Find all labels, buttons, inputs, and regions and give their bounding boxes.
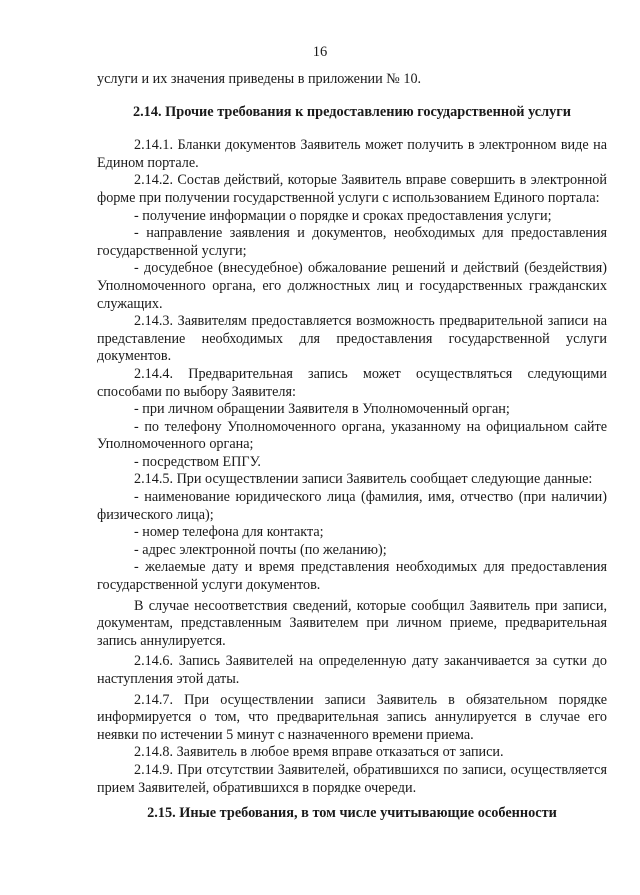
list-item: - желаемые дату и время представления необходимых для предоставления государственной услуги документов. [97,559,607,594]
paragraph: 2.14.2. Состав действий, которые Заявитель вправе совершить в электронной форме при получении государственной услуги с использованием Единого портала: [97,172,607,206]
list-item: - направление заявления и документов, необходимых для предоставления государственной услуги; [97,225,607,259]
paragraph: В случае несоответствия сведений, которые сообщил Заявитель при записи, документам, представленным Заявителем при личном приеме, предварительная запись аннулируется. [97,597,607,649]
list-item: - при личном обращении Заявителя в Уполномоченный орган; [134,401,510,418]
paragraph: 2.14.7. При осуществлении записи Заявитель в обязательном порядке информируется о том, что предварительная запись аннулируется в случае его неявки по истечении 5 минут с назначенного времени приема. [97,691,607,743]
section-heading: 2.15. Иные требования, в том числе учитывающие особенности [147,805,557,821]
list-item: - номер телефона для контакта; [134,524,324,541]
list-item: - адрес электронной почты (по желанию); [134,541,387,558]
paragraph: 2.14.6. Запись Заявителей на определенную дату заканчивается за сутки до наступления этой даты. [97,653,607,687]
section-heading: 2.14. Прочие требования к предоставлению государственной услуги [132,103,572,120]
list-item: - посредством ЕПГУ. [134,453,261,470]
paragraph: 2.14.1. Бланки документов Заявитель может получить в электронном виде на Едином портале. [97,137,607,171]
paragraph: 2.14.3. Заявителям предоставляется возможность предварительной записи на представление необходимых для предоставления государственной услуги документов. [97,313,607,365]
list-item: - по телефону Уполномоченного органа, указанному на официальном сайте Уполномоченного органа; [97,418,607,453]
document-body [97,71,607,797]
paragraph: 2.14.8. Заявитель в любое время вправе отказаться от записи. [134,744,504,761]
paragraph: услуги и их значения приведены в приложении № 10. [97,71,422,87]
paragraph: 2.14.5. При осуществлении записи Заявитель сообщает следующие данные: [134,471,593,488]
list-item: - досудебное (внесудебное) обжалование решений и действий (бездействия) Уполномоченного органа, его должностных лиц и государственных гражданских служащих. [97,260,607,312]
list-item: - получение информации о порядке и сроках предоставления услуги; [134,207,552,224]
page-number: 16 [312,44,328,60]
paragraph: 2.14.9. При отсутствии Заявителей, обратившихся по записи, осуществляется прием Заявителей, обратившихся в порядке очереди. [97,761,607,796]
list-item: - наименование юридического лица (фамилия, имя, отчество (при наличии) физического лица); [97,489,607,523]
paragraph: 2.14.4. Предварительная запись может осуществляться следующими способами по выбору Заявителя: [97,365,607,400]
